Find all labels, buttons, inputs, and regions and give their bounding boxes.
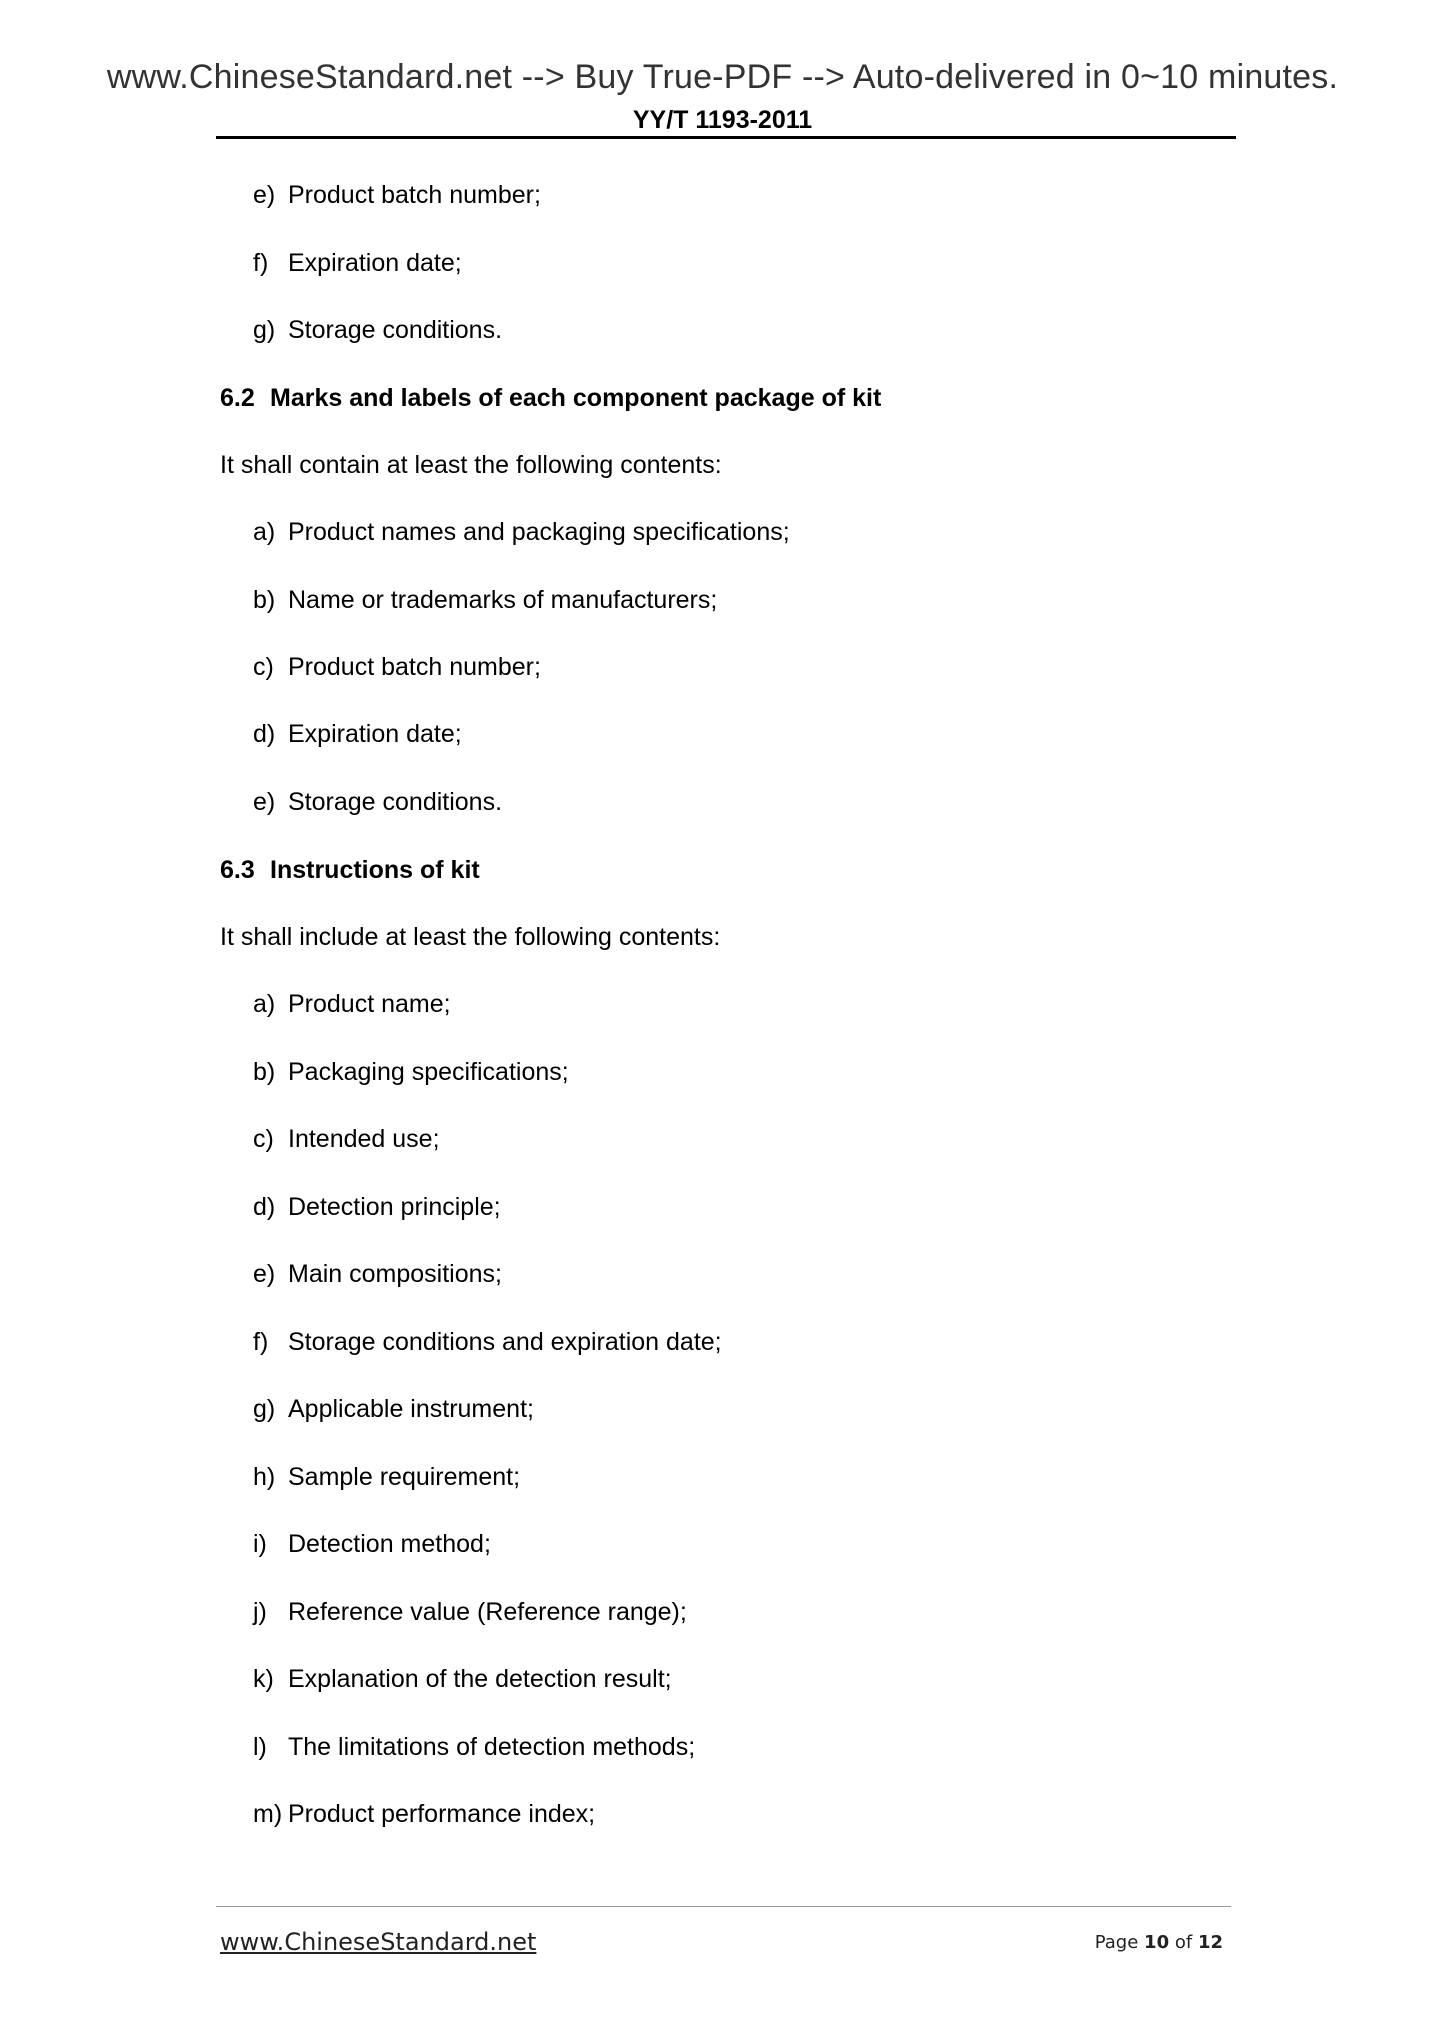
header-divider (216, 136, 1236, 139)
section-title: Marks and labels of each component package of kit (270, 384, 882, 412)
list-marker: c) (253, 653, 274, 681)
list-item (253, 315, 502, 345)
list-item-text: Sample requirement; (288, 1463, 521, 1491)
section-heading-6-3 (220, 855, 480, 885)
list-item (253, 1799, 595, 1829)
list-item (253, 1597, 687, 1627)
list-marker: f) (253, 1328, 269, 1356)
list-marker: g) (253, 316, 276, 344)
list-item (253, 1529, 491, 1559)
section-intro: It shall contain at least the following contents: (220, 451, 722, 479)
list-item (253, 787, 502, 817)
list-item (253, 1259, 502, 1289)
standard-code: YY/T 1193-2011 (632, 106, 813, 134)
list-marker: e) (253, 788, 276, 816)
list-item (253, 180, 541, 210)
list-marker: c) (253, 1125, 274, 1153)
list-item (253, 585, 717, 615)
list-marker: d) (253, 720, 276, 748)
list-marker: l) (253, 1733, 267, 1761)
page-current: 10 (1144, 1932, 1170, 1953)
list-item-text: Explanation of the detection result; (288, 1665, 672, 1693)
list-item (253, 1732, 695, 1762)
list-item-text: Expiration date; (288, 249, 462, 277)
list-item-text: Expiration date; (288, 720, 462, 748)
list-item (253, 1124, 440, 1154)
list-item (253, 248, 462, 278)
list-item-text: Storage conditions. (288, 788, 503, 816)
list-marker: e) (253, 181, 276, 209)
list-item (253, 1192, 501, 1222)
page-of: of (1174, 1932, 1193, 1953)
section-number: 6.3 (220, 856, 255, 884)
list-item-text: Packaging specifications; (288, 1058, 569, 1086)
section-number: 6.2 (220, 384, 255, 412)
list-marker: e) (253, 1260, 276, 1288)
list-marker: b) (253, 586, 276, 614)
page-number (1095, 1932, 1223, 1953)
footer-divider (216, 1906, 1231, 1907)
list-item (253, 652, 541, 682)
list-item-text: Reference value (Reference range); (288, 1598, 687, 1626)
list-item-text: Intended use; (288, 1125, 440, 1153)
list-marker: f) (253, 249, 269, 277)
list-item (253, 719, 462, 749)
list-item-text: The limitations of detection methods; (288, 1733, 696, 1761)
list-item-text: Product batch number; (288, 181, 541, 209)
list-marker: i) (253, 1530, 267, 1558)
list-item (253, 1327, 722, 1357)
footer-site-link[interactable]: www.ChineseStandard.net (220, 1928, 537, 1956)
list-item-text: Applicable instrument; (288, 1395, 534, 1423)
section-heading-6-2 (220, 383, 881, 413)
list-item-text: Product name; (288, 990, 451, 1018)
list-item (253, 989, 451, 1019)
list-item (253, 517, 790, 547)
list-item-text: Main compositions; (288, 1260, 502, 1288)
list-item-text: Detection principle; (288, 1193, 501, 1221)
list-marker: g) (253, 1395, 276, 1423)
list-marker: h) (253, 1463, 276, 1491)
list-item-text: Storage conditions and expiration date; (288, 1328, 722, 1356)
list-marker: b) (253, 1058, 276, 1086)
list-item-text: Detection method; (288, 1530, 491, 1558)
list-item-text: Product names and packaging specifications; (288, 518, 790, 546)
list-item-text: Storage conditions. (288, 316, 503, 344)
list-marker: d) (253, 1193, 276, 1221)
page-total: 12 (1197, 1932, 1223, 1953)
list-marker: k) (253, 1665, 274, 1693)
list-marker: m) (253, 1800, 283, 1828)
list-item (253, 1394, 534, 1424)
section-intro: It shall include at least the following contents: (220, 923, 721, 951)
top-banner[interactable]: www.ChineseStandard.net --> Buy True-PDF --> Auto-delivered in 0~10 minutes. (106, 58, 1339, 96)
list-item-text: Product performance index; (288, 1800, 596, 1828)
page-prefix: Page (1094, 1932, 1139, 1953)
list-marker: j) (253, 1598, 267, 1626)
list-item (253, 1057, 569, 1087)
list-item-text: Name or trademarks of manufacturers; (288, 586, 718, 614)
section-title: Instructions of kit (270, 856, 480, 884)
list-item (253, 1462, 520, 1492)
list-item-text: Product batch number; (288, 653, 541, 681)
list-marker: a) (253, 518, 276, 546)
list-item (253, 1664, 672, 1694)
list-marker: a) (253, 990, 276, 1018)
